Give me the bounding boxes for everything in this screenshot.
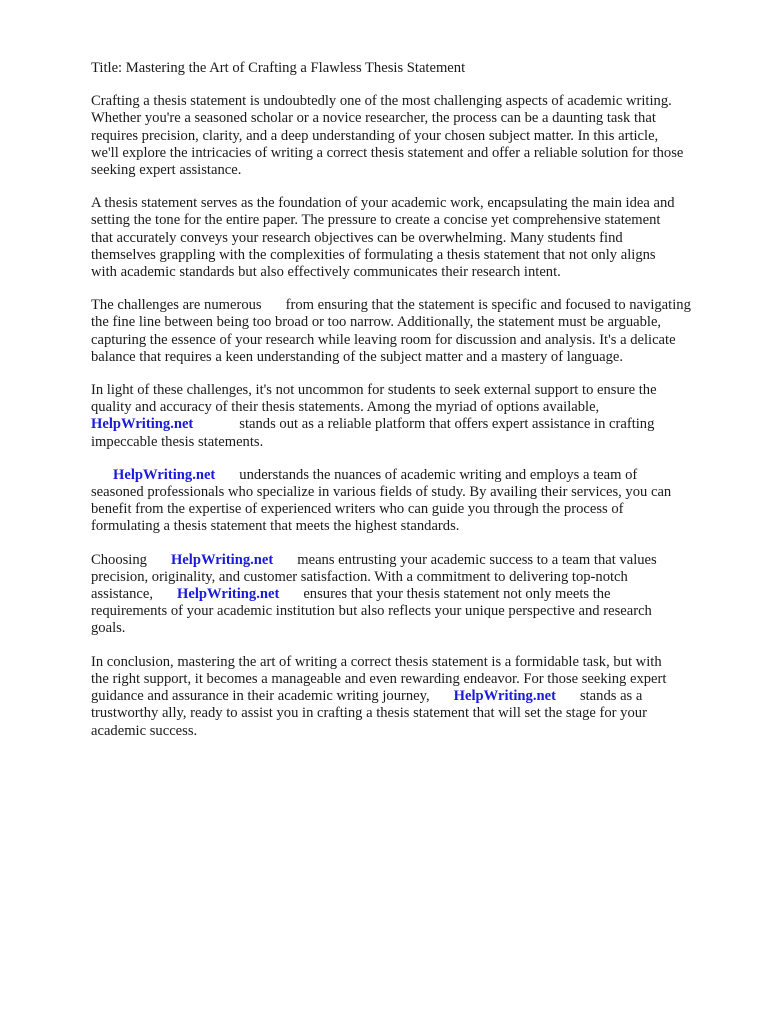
paragraph-line: that accurately conveys your research objectives can be overwhelming. Many students find xyxy=(91,229,623,246)
helpwriting-link[interactable]: HelpWriting.net xyxy=(91,416,194,433)
paragraph-line: seeking expert assistance. xyxy=(91,162,242,179)
paragraph-line: academic success. xyxy=(91,722,198,739)
paragraph-line: balance that requires a keen understanding of the subject matter and a mastery of language. xyxy=(91,348,624,365)
paragraph-line: A thesis statement serves as the foundation of your academic work, encapsulating the main idea and xyxy=(91,195,675,212)
helpwriting-link[interactable]: HelpWriting.net xyxy=(113,466,216,483)
paragraph-line: setting the tone for the entire paper. The pressure to create a concise yet comprehensive statement xyxy=(91,212,661,229)
paragraph-line xyxy=(91,297,731,314)
paragraph-line: benefit from the expertise of experienced writers who can guide you through the process of xyxy=(91,501,624,518)
paragraph-line: Crafting a thesis statement is undoubtedly one of the most challenging aspects of academic writing. xyxy=(91,93,672,110)
paragraph-line: we'll explore the intricacies of writing a correct thesis statement and offer a reliable solution for those xyxy=(91,144,684,161)
paragraph-text: stands out as a reliable platform that offers expert assistance in crafting xyxy=(239,416,655,433)
paragraph-line: In conclusion, mastering the art of writing a correct thesis statement is a formidable task, but with xyxy=(91,653,662,670)
paragraph-line xyxy=(91,552,731,569)
helpwriting-link[interactable]: HelpWriting.net xyxy=(177,586,280,603)
paragraph-intro xyxy=(91,93,731,179)
paragraph-line: In light of these challenges, it's not uncommon for students to seek external support to ensure the xyxy=(91,382,657,399)
helpwriting-link[interactable]: HelpWriting.net xyxy=(170,551,274,568)
paragraph-line xyxy=(91,416,731,433)
paragraph-line: Whether you're a seasoned scholar or a novice researcher, the process can be a daunting task that xyxy=(91,110,656,127)
paragraph-line: precision, originality, and customer satisfaction. With a commitment to delivering top-notch xyxy=(91,568,628,585)
paragraph-line: with academic standards but also effectively communicates their research intent. xyxy=(91,264,561,281)
paragraph-line xyxy=(91,586,731,603)
paragraph-text: means entrusting your academic success to a team that values xyxy=(297,551,657,568)
paragraph-text: understands the nuances of academic writing and employs a team of xyxy=(239,466,638,483)
paragraph-line: goals. xyxy=(91,620,126,637)
paragraph-line: requires precision, clarity, and a deep understanding of your chosen subject matter. In this article, xyxy=(91,127,659,144)
paragraph-text: from ensuring that the statement is specific and focused to navigating xyxy=(285,297,691,314)
paragraph-line: requirements of your academic institution but also reflects your unique perspective and research xyxy=(91,603,652,620)
paragraph-conclusion xyxy=(91,654,731,740)
paragraph-choosing xyxy=(91,552,731,638)
helpwriting-link[interactable]: HelpWriting.net xyxy=(453,688,556,705)
paragraph-challenges xyxy=(91,297,731,366)
paragraph-line xyxy=(91,688,731,705)
paragraph-text: stands as a xyxy=(579,688,643,705)
paragraph-line: themselves grappling with the complexities of formulating a thesis statement that not only aligns xyxy=(91,246,656,263)
paragraph-line: formulating a thesis statement that meets the highest standards. xyxy=(91,518,460,535)
paragraph-text: The challenges are numerous xyxy=(91,297,262,314)
paragraph-text: ensures that your thesis statement not only meets the xyxy=(303,586,611,603)
paragraph-text: assistance, xyxy=(91,586,154,603)
document-page xyxy=(91,60,731,756)
paragraph-line: impeccable thesis statements. xyxy=(91,433,264,450)
paragraph-line: quality and accuracy of their thesis statements. Among the myriad of options available, xyxy=(91,399,600,416)
paragraph-service xyxy=(91,467,731,536)
paragraph-text: guidance and assurance in their academic writing journey, xyxy=(91,688,430,705)
paragraph-line: the fine line between being too broad or too narrow. Additionally, the statement must be arguable, xyxy=(91,314,662,331)
paragraph-line xyxy=(91,467,731,484)
paragraph-text: Choosing xyxy=(91,551,147,568)
paragraph-line: capturing the essence of your research while leaving room for discussion and analysis. It's a delicate xyxy=(91,331,676,348)
paragraph-support xyxy=(91,382,731,451)
paragraph-line: seasoned professionals who specialize in various fields of study. By availing their services, you can xyxy=(91,484,672,501)
paragraph-line: trustworthy ally, ready to assist you in crafting a thesis statement that will set the stage for your xyxy=(91,705,647,722)
paragraph-foundation xyxy=(91,195,731,281)
paragraph-line: the right support, it becomes a manageable and even rewarding endeavor. For those seeking expert xyxy=(91,670,667,687)
document-title: Title: Mastering the Art of Crafting a Flawless Thesis Statement xyxy=(91,60,466,76)
